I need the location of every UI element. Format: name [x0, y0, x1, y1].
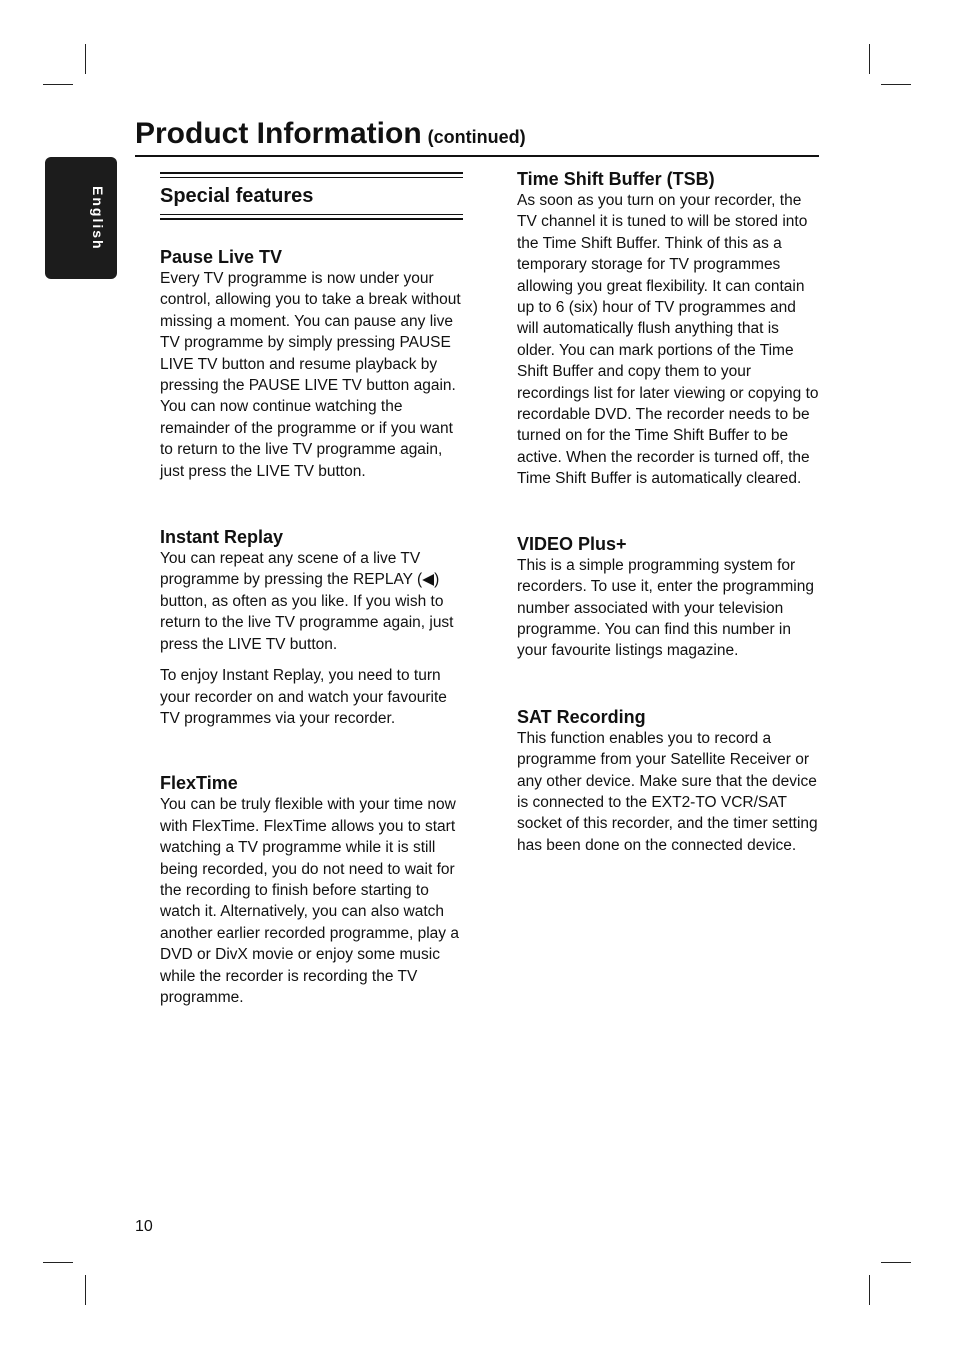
feature-heading: Pause Live TV — [160, 247, 283, 267]
feature-paragraph: As soon as you turn on your recorder, the TV channel it is tuned to will be stored into the Time Shift Buffer. Think of this as a temporary storage for TV programmes allowing you great flexibility. It can contain up to 6 (six) hour of TV programmes and will automatically flush anything that is older. You can mark portions of the Time Shift Buffer and copy them to your recordings list for later viewing or copying to recordable DVD. The recorder needs to be turned on for the Time Shift Buffer to be active. When the recorder is turned off, the Time Shift Buffer is automatically cleared. — [517, 192, 819, 488]
language-tab — [45, 157, 117, 279]
language-label: English — [90, 186, 106, 251]
feature-paragraph: To enjoy Instant Replay, you need to turn your recorder on and watch your favourite TV programmes via your recorder. — [160, 667, 447, 727]
feature-paragraph: You can repeat any scene of a live TV programme by pressing the REPLAY (◀) button, as often as you like. If you wish to return to the live TV programme again, just press the LIVE TV button. — [160, 550, 454, 653]
feature-heading: VIDEO Plus+ — [517, 533, 627, 554]
crop-mark — [881, 84, 911, 85]
feature-pause-live-tv — [160, 246, 463, 482]
feature-paragraph: This is a simple programming system for recorders. To use it, enter the programming number associated with your television programme. You can find this number in your favourite listings magazine. — [517, 556, 814, 660]
section-header — [160, 172, 463, 220]
feature-instant-replay — [160, 526, 463, 729]
crop-mark — [85, 44, 86, 74]
feature-paragraph: Every TV programme is now under your control, allowing you to take a break without missing a moment. You can pause any live TV programme by simply pressing PAUSE LIVE TV button and resume playback by pressing the PAUSE LIVE TV button again. You can now continue watching the remainder of the programme or if you want to return to the live TV programme again, just press the LIVE TV button. — [160, 270, 461, 480]
feature-heading: FlexTime — [160, 773, 238, 794]
feature-paragraph: This function enables you to record a programme from your Satellite Receiver or any other device. Make sure that the device is connected to the EXT2-TO VCR/SAT socket of this recorder, and the timer setting has been done on the connected device. — [517, 729, 818, 854]
feature-heading: Time Shift Buffer (TSB) — [517, 169, 715, 189]
feature-heading: Instant Replay — [160, 527, 284, 548]
feature-time-shift-buffer — [517, 168, 821, 490]
feature-flextime — [160, 772, 463, 1008]
section-title: Special features — [160, 185, 314, 207]
feature-paragraph: You can be truly flexible with your time now with FlexTime. FlexTime allows you to start watching a TV programme while it is still being recorded, you do not need to wait for the recording to finish before starting to watch it. Alternatively, you can also watch another earlier recorded programme, play a DVD or DivX movie or enjoy some music while the recorder is recording the TV programme. — [160, 796, 459, 1006]
crop-mark — [43, 1262, 73, 1263]
page-title — [135, 114, 526, 157]
title-rule — [135, 155, 819, 157]
crop-mark — [43, 84, 73, 85]
left-column — [160, 172, 463, 1008]
page-number: 10 — [135, 1218, 153, 1235]
crop-mark — [881, 1262, 911, 1263]
feature-video-plus — [517, 533, 821, 662]
continued-label: (continued) — [427, 127, 526, 147]
crop-mark — [869, 44, 870, 74]
right-column — [517, 168, 821, 856]
crop-mark — [85, 1275, 86, 1305]
page-title-text: Product Information — [135, 117, 422, 150]
feature-heading: SAT Recording — [517, 706, 646, 727]
crop-mark — [869, 1275, 870, 1305]
feature-sat-recording — [517, 706, 821, 856]
